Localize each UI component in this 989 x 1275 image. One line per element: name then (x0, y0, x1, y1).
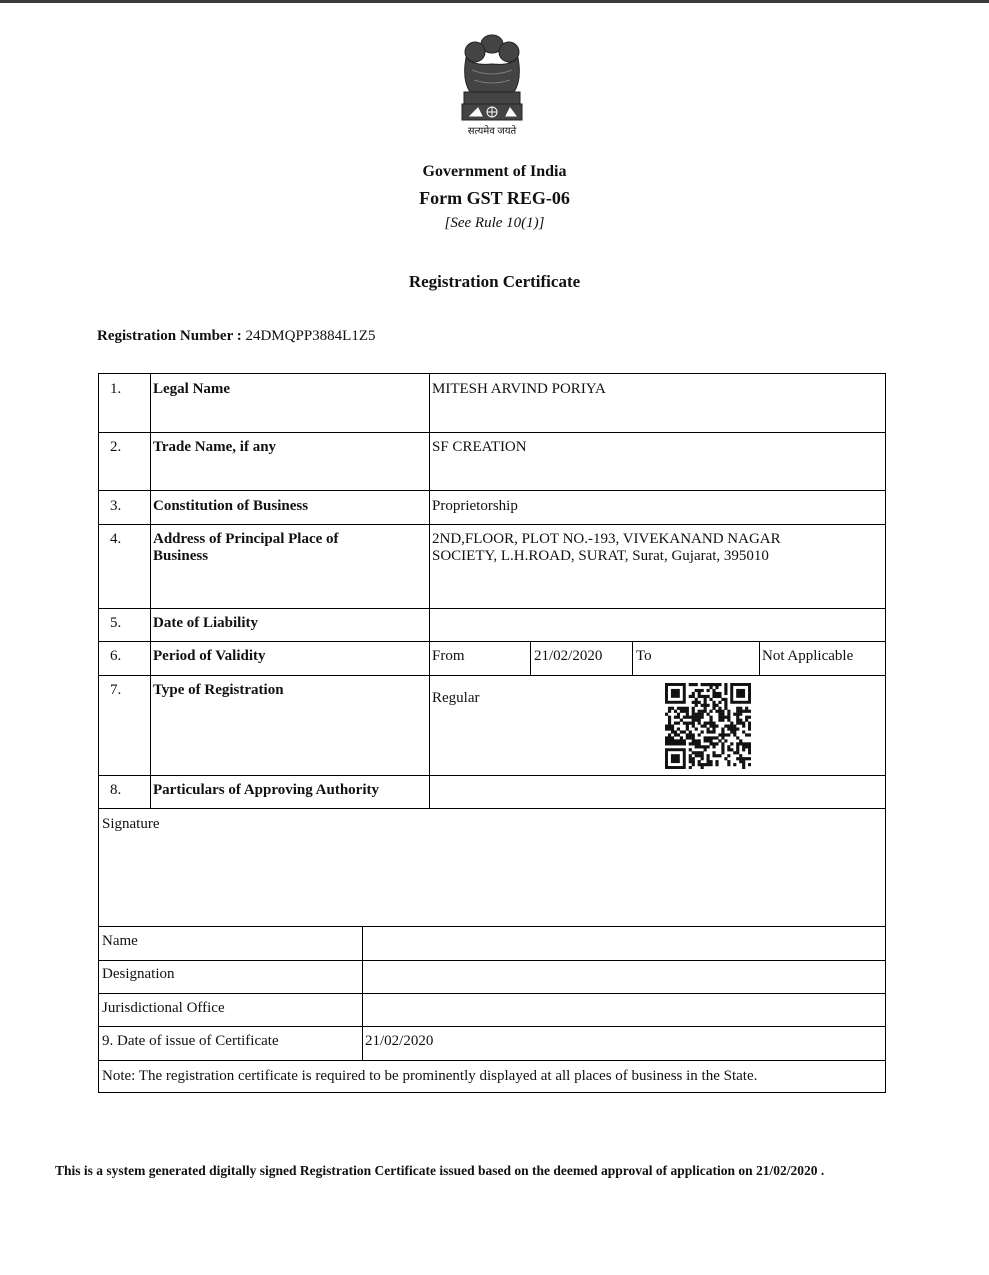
legal-name-value: MITESH ARVIND PORIYA (432, 381, 606, 397)
type-of-registration-value: Regular (432, 690, 480, 706)
signature-label: Signature (102, 816, 160, 832)
row-7-number: 7. (110, 682, 122, 698)
designation-label: Designation (102, 966, 175, 982)
constitution-label: Constitution of Business (153, 498, 309, 514)
row-6-number: 6. (110, 648, 122, 664)
registration-number-line (97, 328, 375, 345)
form-title: Form GST REG-06 (419, 188, 570, 208)
legal-name-label: Legal Name (153, 381, 231, 397)
validity-to-value: Not Applicable (762, 648, 854, 664)
row-8-number: 8. (110, 782, 122, 798)
date-of-issue-value: 21/02/2020 (365, 1033, 434, 1049)
footer-statement: This is a system generated digitally signed Registration Certificate issued based on the deemed approval of application on 21/02/2020 . (55, 1163, 825, 1178)
address-label-line2: Business (153, 548, 209, 564)
name-label: Name (102, 933, 138, 949)
jurisdictional-office-label: Jurisdictional Office (102, 1000, 225, 1016)
government-title: Government of India (422, 163, 567, 180)
approving-authority-label: Particulars of Approving Authority (153, 782, 379, 798)
motto-text: सत्यमेव जयते (467, 126, 517, 137)
address-value-line2: SOCIETY, L.H.ROAD, SURAT, Surat, Gujarat, 395010 (432, 548, 769, 564)
validity-from-label: From (432, 648, 465, 664)
trade-name-label: Trade Name, if any (153, 439, 277, 455)
trade-name-value: SF CREATION (432, 439, 527, 455)
row-4-number: 4. (110, 531, 122, 547)
registration-number-value: 24DMQPP3884L1Z5 (245, 328, 376, 344)
address-label-line1: Address of Principal Place of (153, 531, 339, 547)
date-of-issue-label: 9. Date of issue of Certificate (102, 1033, 279, 1049)
constitution-value: Proprietorship (432, 498, 518, 514)
validity-to-label: To (636, 648, 652, 664)
row-5-number: 5. (110, 615, 122, 631)
certificate-table (98, 373, 886, 1093)
address-value-line1: 2ND,FLOOR, PLOT NO.-193, VIVEKANAND NAGAR (432, 531, 781, 547)
top-border (0, 0, 989, 3)
qr-code-icon (665, 683, 751, 769)
date-of-liability-label: Date of Liability (153, 615, 258, 631)
period-of-validity-label: Period of Validity (153, 648, 266, 664)
type-of-registration-label: Type of Registration (153, 682, 284, 698)
row-2-number: 2. (110, 439, 122, 455)
validity-from-value: 21/02/2020 (534, 648, 603, 664)
rule-reference: [See Rule 10(1)] (444, 215, 545, 231)
row-3-number: 3. (110, 498, 122, 514)
row-1-number: 1. (110, 381, 122, 397)
display-note: Note: The registration certificate is required to be prominently displayed at all places of business in the State. (102, 1068, 758, 1084)
registration-number-label: Registration Number : (97, 328, 242, 344)
certificate-title: Registration Certificate (408, 272, 581, 291)
